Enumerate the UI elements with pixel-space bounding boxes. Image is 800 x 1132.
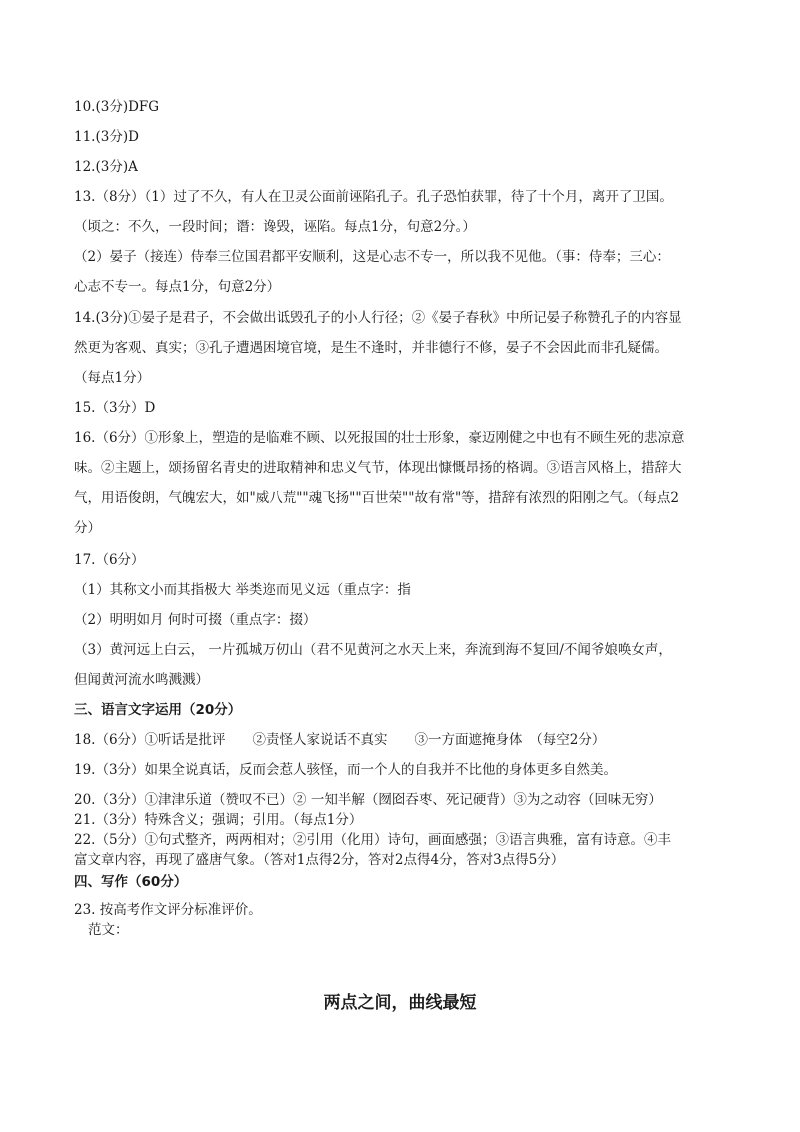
answer-line-14-cont: 然更为客观、真实；③孔子遭遇困境官境，是生不逢时，并非德行不修，晏子不会因此而非孔疑儒。 bbox=[74, 340, 668, 356]
answer-line-14-score: （每点1分） bbox=[74, 370, 151, 386]
answer-line-10: 10.(3分)DFG bbox=[74, 99, 160, 115]
answer-line-11: 11.(3分)D bbox=[74, 129, 139, 145]
answer-line-22-cont: 富文章内容，再现了盛唐气象。（答对1点得2分，答对2点得4分，答对3点得5分） bbox=[74, 852, 565, 868]
sample-essay-label: 范文： bbox=[88, 922, 129, 938]
answer-line-23: 23. 按高考作文评分标准评价。 bbox=[74, 902, 262, 918]
answer-line-20: 20.（3分）①津津乐道（赞叹不已）② 一知半解（囫囵吞枣、死记硬背）③为之动容（回味无穷） bbox=[74, 792, 662, 808]
answer-line-18: 18.（6分）①听话是批评 ②责怪人家说话不真实 ③一方面遮掩身体 （每空2分） bbox=[74, 732, 606, 748]
answer-line-16: 16.（6分）①形象上，塑造的是临难不顾、以死报国的壮士形象，豪迈刚健之中也有不顾生死的悲凉意 bbox=[74, 430, 685, 446]
answer-line-17-1: （1）其称文小而其指极大 举类迩而见义远（重点字：指 bbox=[74, 582, 411, 598]
essay-title: 两点之间，曲线最短 bbox=[323, 993, 477, 1013]
section-heading-writing: 四、写作（60分） bbox=[74, 874, 188, 890]
answer-line-13-note: （顷之：不久，一段时间；谮：谗毁，诬陷。每点1分，句意2分。） bbox=[74, 219, 476, 235]
answer-line-17-3-cont: 但闻黄河流水鸣溅溅） bbox=[74, 672, 209, 688]
answer-line-16-cont3: 分） bbox=[74, 520, 101, 536]
answer-line-16-cont1: 味。②主题上，颂扬留名青史的进取精神和忠义气节，体现出慷慨昂扬的格调。③语言风格上，措辞大 bbox=[74, 460, 682, 476]
answer-line-17-2: （2）明明如月 何时可掇（重点字：掇） bbox=[74, 612, 317, 628]
answer-line-13-2-cont: 心志不专一。每点1分，句意2分） bbox=[74, 279, 281, 295]
section-heading-language: 三、语言文字运用（20分） bbox=[74, 702, 242, 718]
answer-line-13-2: （2）晏子（接连）侍奉三位国君都平安顺利，这是心志不专一，所以我不见他。（事：侍奉；三心： bbox=[74, 249, 670, 265]
answer-line-17-3: （3）黄河远上白云， 一片孤城万仞山（君不见黄河之水天上来，奔流到海不复回/不闻爷娘唤女声， bbox=[74, 642, 672, 658]
answer-line-12: 12.(3分)A bbox=[74, 159, 138, 175]
answer-line-21: 21.（3分）特殊含义；强调；引用。（每点1分） bbox=[74, 812, 363, 828]
answer-line-19: 19.（3分）如果全说真话，反而会惹人骇怪，而一个人的自我并不比他的身体更多自然美。 bbox=[74, 762, 618, 778]
answer-line-22: 22.（5分）①句式整齐，两两相对；②引用（化用）诗句，画面感强；③语言典雅，富有诗意。④丰 bbox=[74, 832, 672, 848]
answer-line-16-cont2: 气，用语俊朗，气魄宏大，如"威八荒""魂飞扬""百世荣""故有常"等，措辞有浓烈的阳刚之气。（每点2 bbox=[74, 490, 680, 506]
answer-line-15: 15.（3分）D bbox=[74, 400, 156, 416]
answer-line-14: 14.(3分)①晏子是君子，不会做出诋毁孔子的小人行径；②《晏子春秋》中所记晏子称赞孔子的内容显 bbox=[74, 310, 682, 326]
answer-line-17: 17.（6分） bbox=[74, 552, 145, 568]
answer-line-13-1: 13.（8分）（1）过了不久，有人在卫灵公面前诬陷孔子。孔子恐怕获罪，待了十个月，离开了卫国。 bbox=[74, 189, 673, 205]
